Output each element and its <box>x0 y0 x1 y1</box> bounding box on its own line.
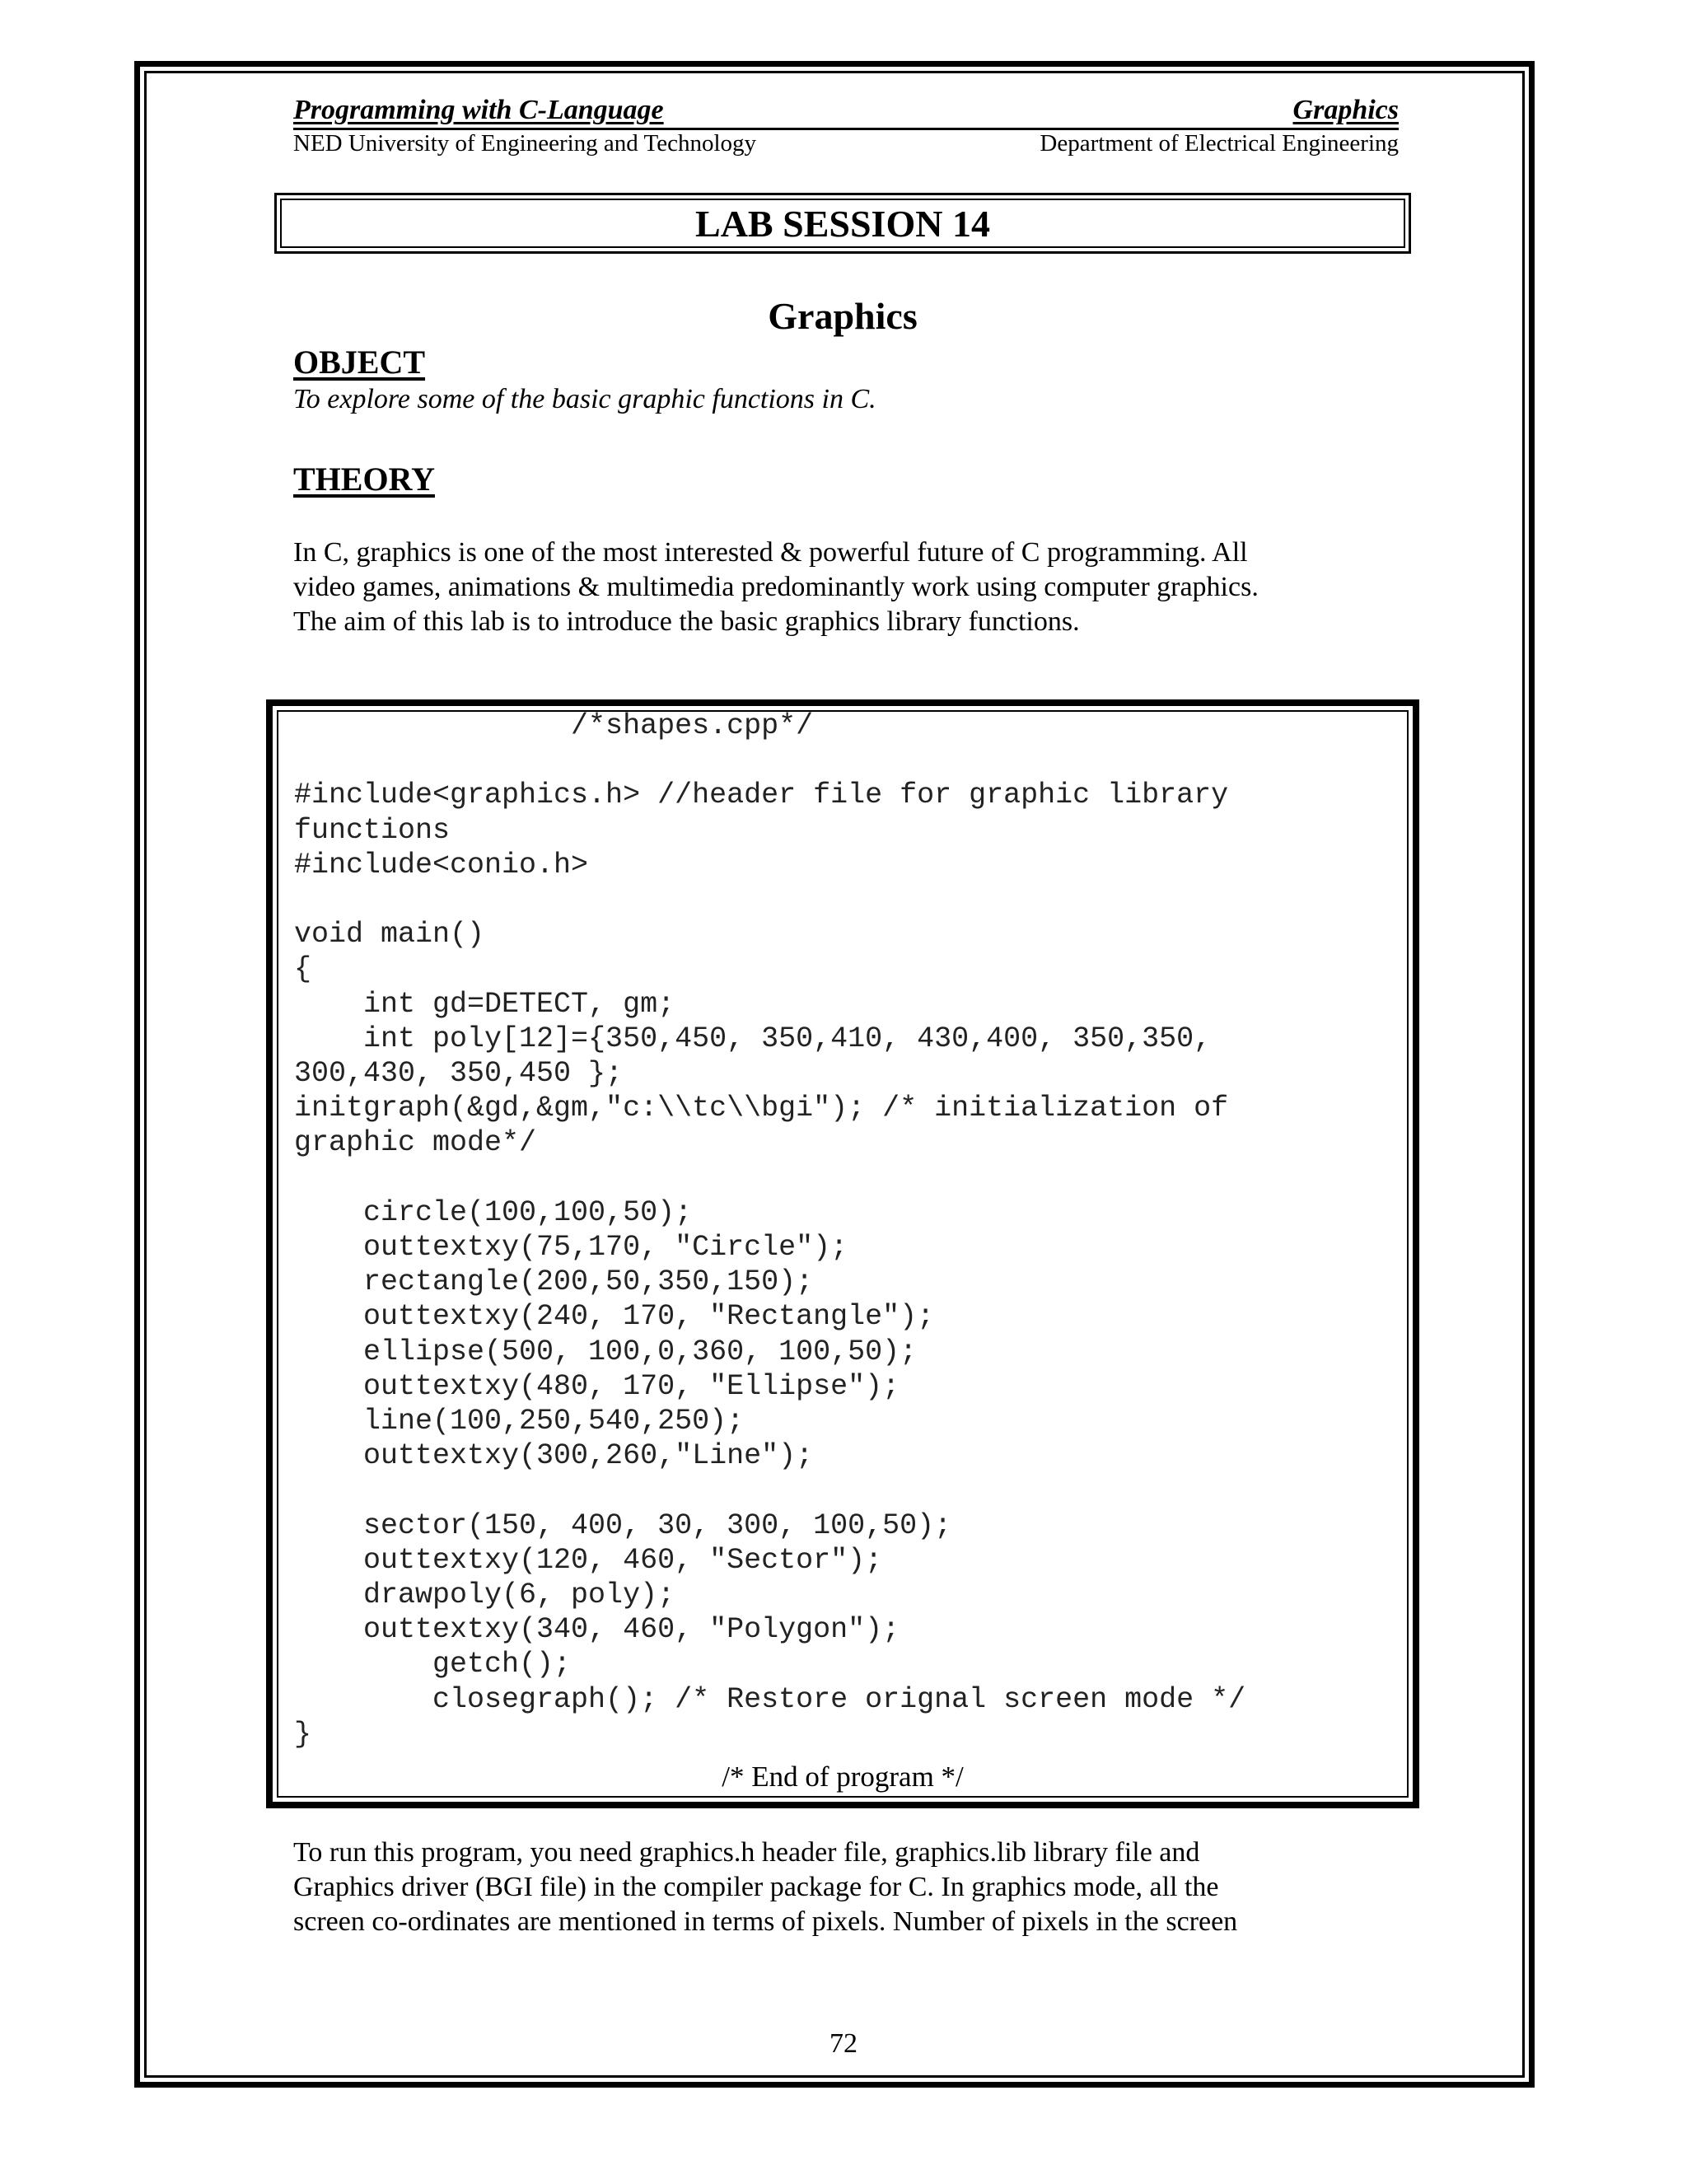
code-line: /*shapes.cpp*/ <box>294 709 814 742</box>
code-line: 300,430, 350,450 }; <box>294 1057 624 1090</box>
code-line: outtextxy(120, 460, "Sector"); <box>294 1543 883 1577</box>
code-line: outtextxy(480, 170, "Ellipse"); <box>294 1369 900 1403</box>
code-listing <box>294 709 1245 1751</box>
run-instructions-paragraph <box>293 1836 1414 1939</box>
code-line: initgraph(&gd,&gm,"c:\\tc\\bgi"); /* initialization of <box>294 1092 1229 1125</box>
code-line: drawpoly(6, poly); <box>294 1578 675 1612</box>
paragraph-line: Graphics driver (BGI file) in the compiler package for C. In graphics mode, all the <box>293 1872 1219 1902</box>
code-line: { <box>294 952 312 986</box>
theory-line: The aim of this lab is to introduce the basic graphics library functions. <box>293 606 1080 637</box>
code-line: ellipse(500, 100,0,360, 100,50); <box>294 1335 918 1368</box>
theory-paragraph <box>293 535 1414 639</box>
code-line: outtextxy(340, 460, "Polygon"); <box>294 1613 900 1647</box>
code-line: outtextxy(300,260,"Line"); <box>294 1439 814 1473</box>
code-line: sector(150, 400, 30, 300, 100,50); <box>294 1508 952 1542</box>
department-name: Department of Electrical Engineering <box>1040 130 1399 157</box>
university-name: NED University of Engineering and Technology <box>293 130 757 157</box>
running-subheader <box>293 129 1399 158</box>
code-line: #include<graphics.h> //header file for graphic library <box>294 779 1229 812</box>
theory-line: video games, animations & multimedia predominantly work using computer graphics. <box>293 572 1259 602</box>
code-line: closegraph(); /* Restore orignal screen mode */ <box>294 1682 1246 1716</box>
running-header <box>293 94 1399 130</box>
paragraph-line: screen co-ordinates are mentioned in terms of pixels. Number of pixels in the screen <box>293 1906 1238 1937</box>
code-line: rectangle(200,50,350,150); <box>294 1265 814 1299</box>
code-line: int poly[12]={350,450, 350,410, 430,400, 350,350, <box>294 1022 1212 1055</box>
code-end-comment: /* End of program */ <box>722 1761 964 1793</box>
theory-line: In C, graphics is one of the most interested & powerful future of C programming. All <box>293 537 1248 568</box>
object-heading: OBJECT <box>293 344 426 381</box>
theory-heading: THEORY <box>293 461 435 498</box>
page-title: Graphics <box>768 295 918 337</box>
session-title: LAB SESSION 14 <box>280 199 1405 248</box>
object-text: To explore some of the basic graphic functions in C. <box>293 384 876 414</box>
page-number: 72 <box>829 2028 858 2059</box>
code-line: outtextxy(75,170, "Circle"); <box>294 1231 848 1264</box>
code-line: } <box>294 1717 312 1751</box>
code-line: #include<conio.h> <box>294 848 589 882</box>
code-line <box>294 882 1245 917</box>
code-line <box>294 743 1245 778</box>
code-line: circle(100,100,50); <box>294 1195 693 1229</box>
header-topic: Graphics <box>1292 95 1399 125</box>
code-line <box>294 1473 1245 1508</box>
code-line: int gd=DETECT, gm; <box>294 987 675 1021</box>
paragraph-line: To run this program, you need graphics.h header file, graphics.lib library file and <box>293 1837 1200 1868</box>
code-line: line(100,250,540,250); <box>294 1405 745 1438</box>
code-line: functions <box>294 813 451 847</box>
code-line: void main() <box>294 918 485 952</box>
code-line: graphic mode*/ <box>294 1126 537 1160</box>
code-line: outtextxy(240, 170, "Rectangle"); <box>294 1300 935 1334</box>
course-title: Programming with C-Language <box>293 95 664 125</box>
code-line <box>294 1161 1245 1195</box>
code-line: getch(); <box>294 1648 572 1681</box>
